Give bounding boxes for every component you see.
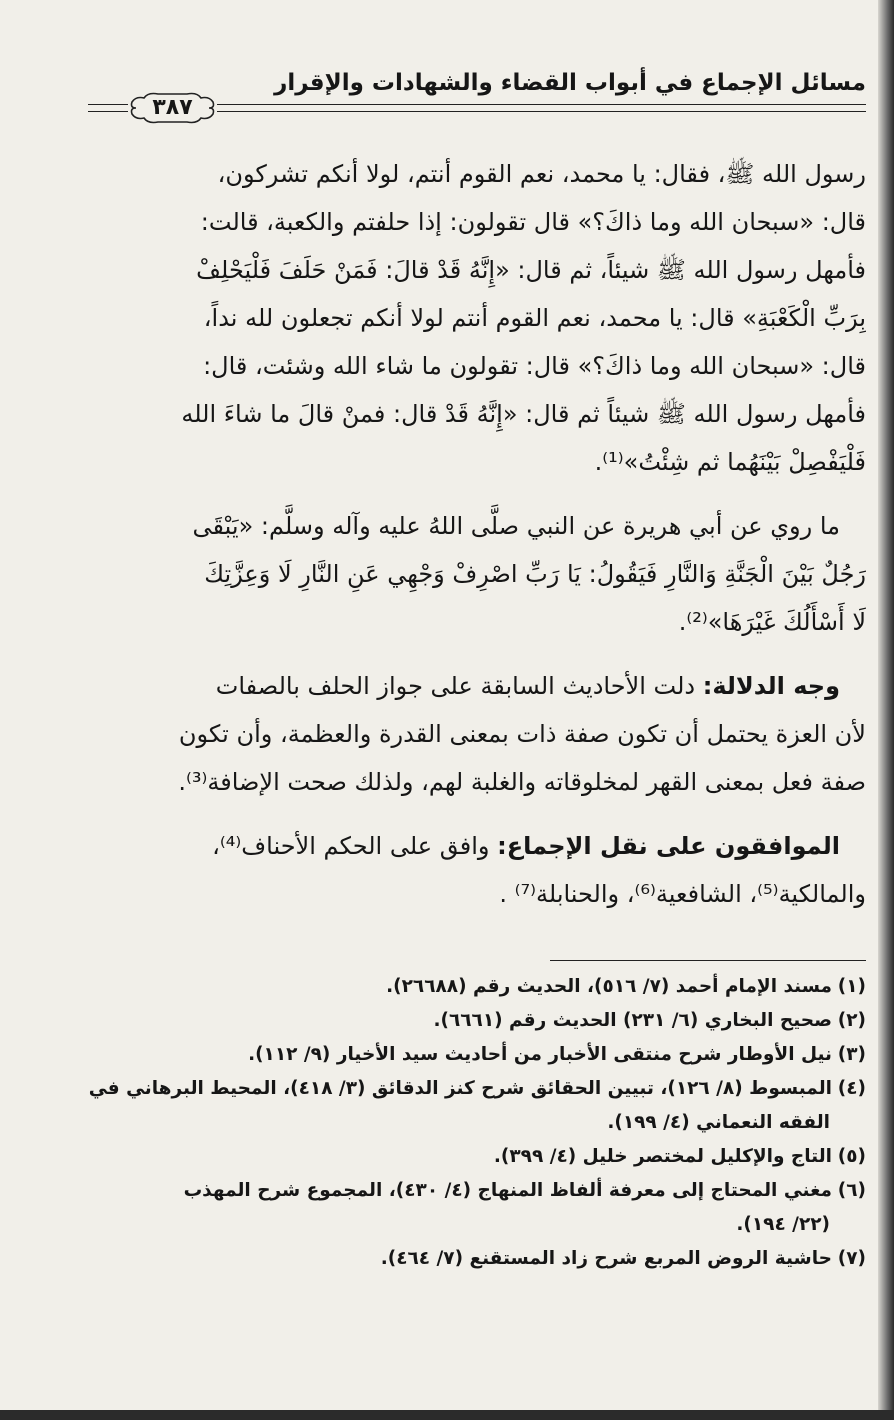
footnote-continuation: (٢٢/ ١٩٤). (736, 1214, 830, 1235)
text-line: رسول الله ﷺ، فقال: يا محمد، نعم القوم أنتم، لولا أنكم تشركون، (217, 160, 866, 188)
footnote-text: التاج والإكليل لمختصر خليل (٤/ ٣٩٩). (493, 1146, 832, 1167)
footnote (82, 1140, 866, 1174)
consensus-label: الموافقون على نقل الإجماع: (497, 832, 840, 860)
footnote-text: نيل الأوطار شرح منتقى الأخبار من أحاديث سيد الأخيار (٩/ ١١٢). (248, 1044, 832, 1065)
evidence-text: دلت الأحاديث السابقة على جواز الحلف بالصفات (215, 672, 696, 700)
evidence-line (82, 662, 866, 710)
footnotes (82, 970, 866, 1276)
footnote-number: (١) (837, 976, 866, 997)
header-rule (88, 111, 128, 112)
consensus-line (82, 822, 866, 870)
footnote (82, 1174, 866, 1208)
main-text (82, 150, 866, 918)
footnote-number: (٤) (837, 1078, 866, 1099)
text-line: فأمهل رسول الله ﷺ شيئاً، ثم قال: «إِنَّهُ قَدْ قالَ: فَمَنْ حَلَفَ فَلْيَحْلِفْ (196, 256, 866, 284)
evidence-line: لأن العزة يحتمل أن تكون صفة ذات بمعنى القدرة والعظمة، وأن تكون (178, 720, 866, 748)
hadith-line: رَجُلٌ بَيْنَ الْجَنَّةِ وَالنَّارِ فَيَقُولُ: يَا رَبِّ اصْرِفْ وَجْهِي عَنِ النَّارِ لَا وَعِزَّتِكَ (204, 560, 866, 588)
footnote (82, 1242, 866, 1276)
hadith-line: لَا أَسْأَلُكَ غَيْرَهَا»⁽²⁾. (678, 608, 866, 636)
footnote-number: (٣) (837, 1044, 866, 1065)
page-header (82, 70, 866, 140)
page-number: ٣٨٧ (152, 95, 193, 120)
text-line: قال: «سبحان الله وما ذاكَ؟» قال تقولون: إذا حلفتم والكعبة، قالت: (200, 208, 866, 236)
running-title: مسائل الإجماع في أبواب القضاء والشهادات والإقرار (274, 70, 866, 96)
consensus-text: وافق على الحكم الأحناف⁽⁴⁾، (212, 832, 490, 860)
footnote-number: (٥) (837, 1146, 866, 1167)
footnote-text: مغني المحتاج إلى معرفة ألفاظ المنهاج (٤/ ٤٣٠)، المجموع شرح المهذب (183, 1180, 832, 1201)
footnote-text: حاشية الروض المربع شرح زاد المستقنع (٧/ ٤٦٤). (380, 1248, 832, 1269)
footnote-continuation: الفقه النعماني (٤/ ١٩٩). (607, 1112, 830, 1133)
footnote-number: (٢) (837, 1010, 866, 1031)
consensus-line: والمالكية⁽⁵⁾، الشافعية⁽⁶⁾، والحنابلة⁽⁷⁾ . (499, 880, 866, 908)
footnote-text: مسند الإمام أحمد (٧/ ٥١٦)، الحديث رقم (٢٦٦٨٨). (386, 976, 832, 997)
evidence-line: صفة فعل بمعنى القهر لمخلوقاته والغلبة لهم، ولذلك صحت الإضافة⁽³⁾. (178, 768, 866, 796)
text-line: قال: «سبحان الله وما ذاكَ؟» قال: تقولون ما شاء الله وشئت، قال: (203, 352, 866, 380)
text-line: بِرَبِّ الْكَعْبَةِ» قال: يا محمد، نعم القوم أنتم لولا أنكم تجعلون لله نداً، (203, 304, 866, 332)
footnote (82, 1004, 866, 1038)
header-rule (217, 111, 866, 112)
evidence-label: وجه الدلالة: (702, 672, 840, 700)
footnote (82, 970, 866, 1004)
footnote-number: (٧) (837, 1248, 866, 1269)
footnote-separator (550, 960, 866, 961)
footnote-number: (٦) (837, 1180, 866, 1201)
footnote (82, 1038, 866, 1072)
header-rule (217, 104, 866, 105)
text-line: فأمهل رسول الله ﷺ شيئاً ثم قال: «إِنَّهُ قَدْ قال: فمنْ قالَ ما شاءَ الله (181, 400, 866, 428)
header-rule (88, 104, 128, 105)
footnote-text: المبسوط (٨/ ١٢٦)، تبيين الحقائق شرح كنز الدقائق (٣/ ٤١٨)، المحيط البرهاني في (88, 1078, 832, 1099)
hadith-line: ما روي عن أبي هريرة عن النبي صلَّى اللهُ عليه وآله وسلَّم: «يَبْقَى (192, 512, 840, 540)
footnote-text: صحيح البخاري (٦/ ٢٣١) الحديث رقم (٦٦٦١). (433, 1010, 832, 1031)
text-line: فَلْيَفْصِلْ بَيْنَهُما ثم شِئْتُ»⁽¹⁾. (594, 448, 866, 476)
page-edge-shadow (878, 0, 894, 1420)
footnote (82, 1072, 866, 1106)
scan-bottom-edge (0, 1410, 894, 1420)
